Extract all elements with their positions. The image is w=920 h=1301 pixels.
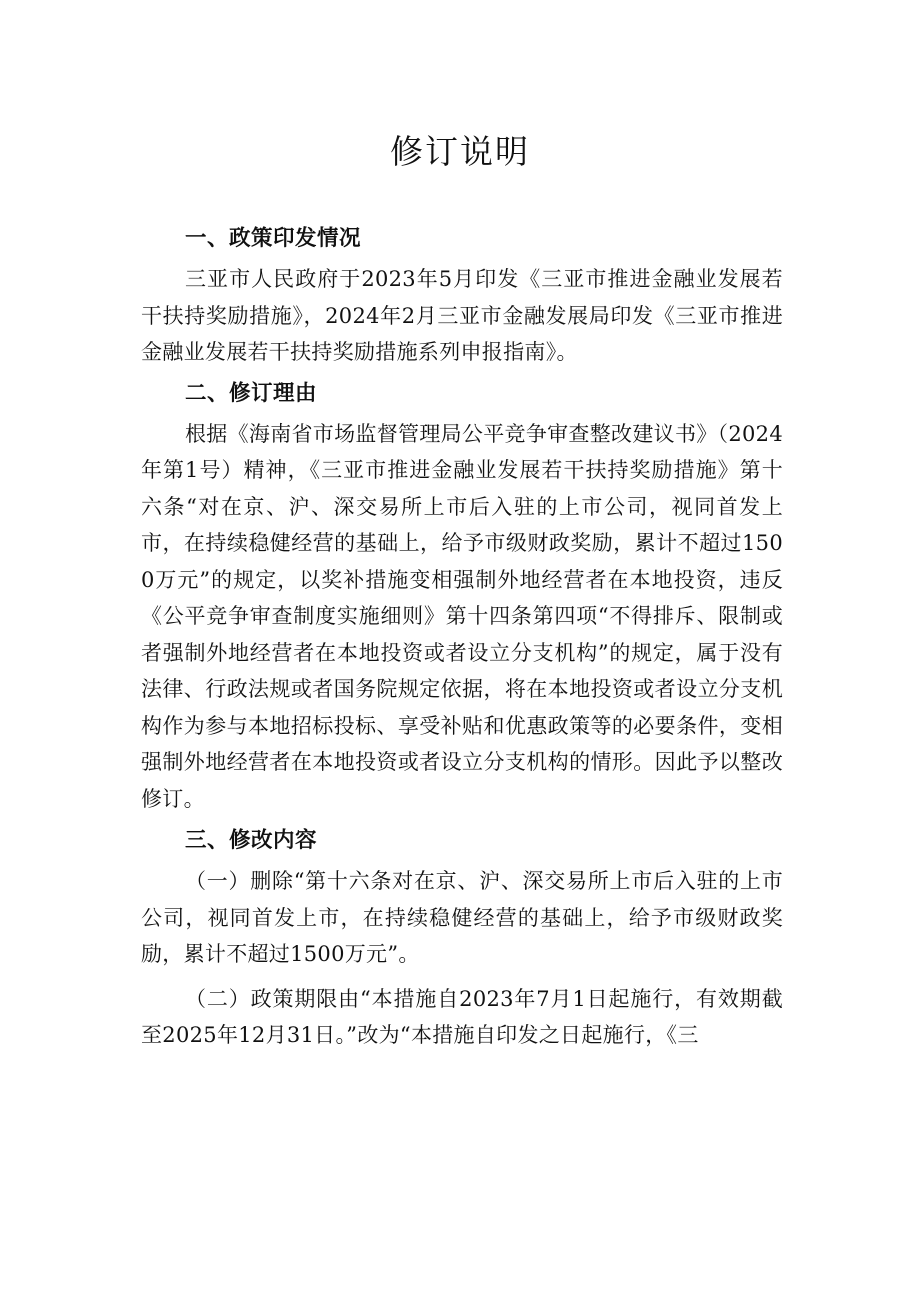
section-heading: 二、修订理由 <box>185 380 318 406</box>
section-heading: 三、修改内容 <box>185 828 318 853</box>
body-paragraph: 根据《海南省市场监督管理局公平竞争审查整改建议书》（2024年第1号）精神，《三亚市推进金融业发展若干扶持奖励措施》第十六条“对在京、沪、深交易所上市后入驻的上市公司，视同首发上市，在持续稳健经营的基础上，给予市级财政奖励，累计不超过1500万元”的规定，以奖补措施变相强制外地经营者在本地投资，违反《公平竞争审查制度实施细则》第十四条第四项“不得排斥、限制或者强制外地经营者在本地投资或者设立分支机构”的规定，属于没有法律、行政法规或者国务院规定依据，将在本地投资或者设立分支机构作为参与本地招标投标、享受补贴和优惠政策等的必要条件，变相强制外地经营者在本地投资或者设立分支机构的情形。因此予以整改修订。 <box>141 421 783 811</box>
section-policy-issuance <box>141 217 783 371</box>
document-title: 修订说明 <box>390 132 530 171</box>
body-paragraph: 三亚市人民政府于2023年5月印发《三亚市推进金融业发展若干扶持奖励措施》，2024年2月三亚市金融发展局印发《三亚市推进金融业发展若干扶持奖励措施系列申报指南》。 <box>141 267 783 364</box>
body-paragraph: （一）删除“第十六条对在京、沪、深交易所上市后入驻的上市公司，视同首发上市，在持续稳健经营的基础上，给予市级财政奖励，累计不超过1500万元”。 <box>141 869 783 966</box>
section-revision-content <box>141 819 783 1054</box>
section-heading: 一、政策印发情况 <box>185 226 362 251</box>
body-paragraph: （二）政策期限由“本措施自2023年7月1日起施行，有效期截至2025年12月31日。”改为“本措施自印发之日起施行，《三 <box>141 986 783 1047</box>
section-revision-reason <box>141 372 783 818</box>
document-body <box>141 217 783 1054</box>
